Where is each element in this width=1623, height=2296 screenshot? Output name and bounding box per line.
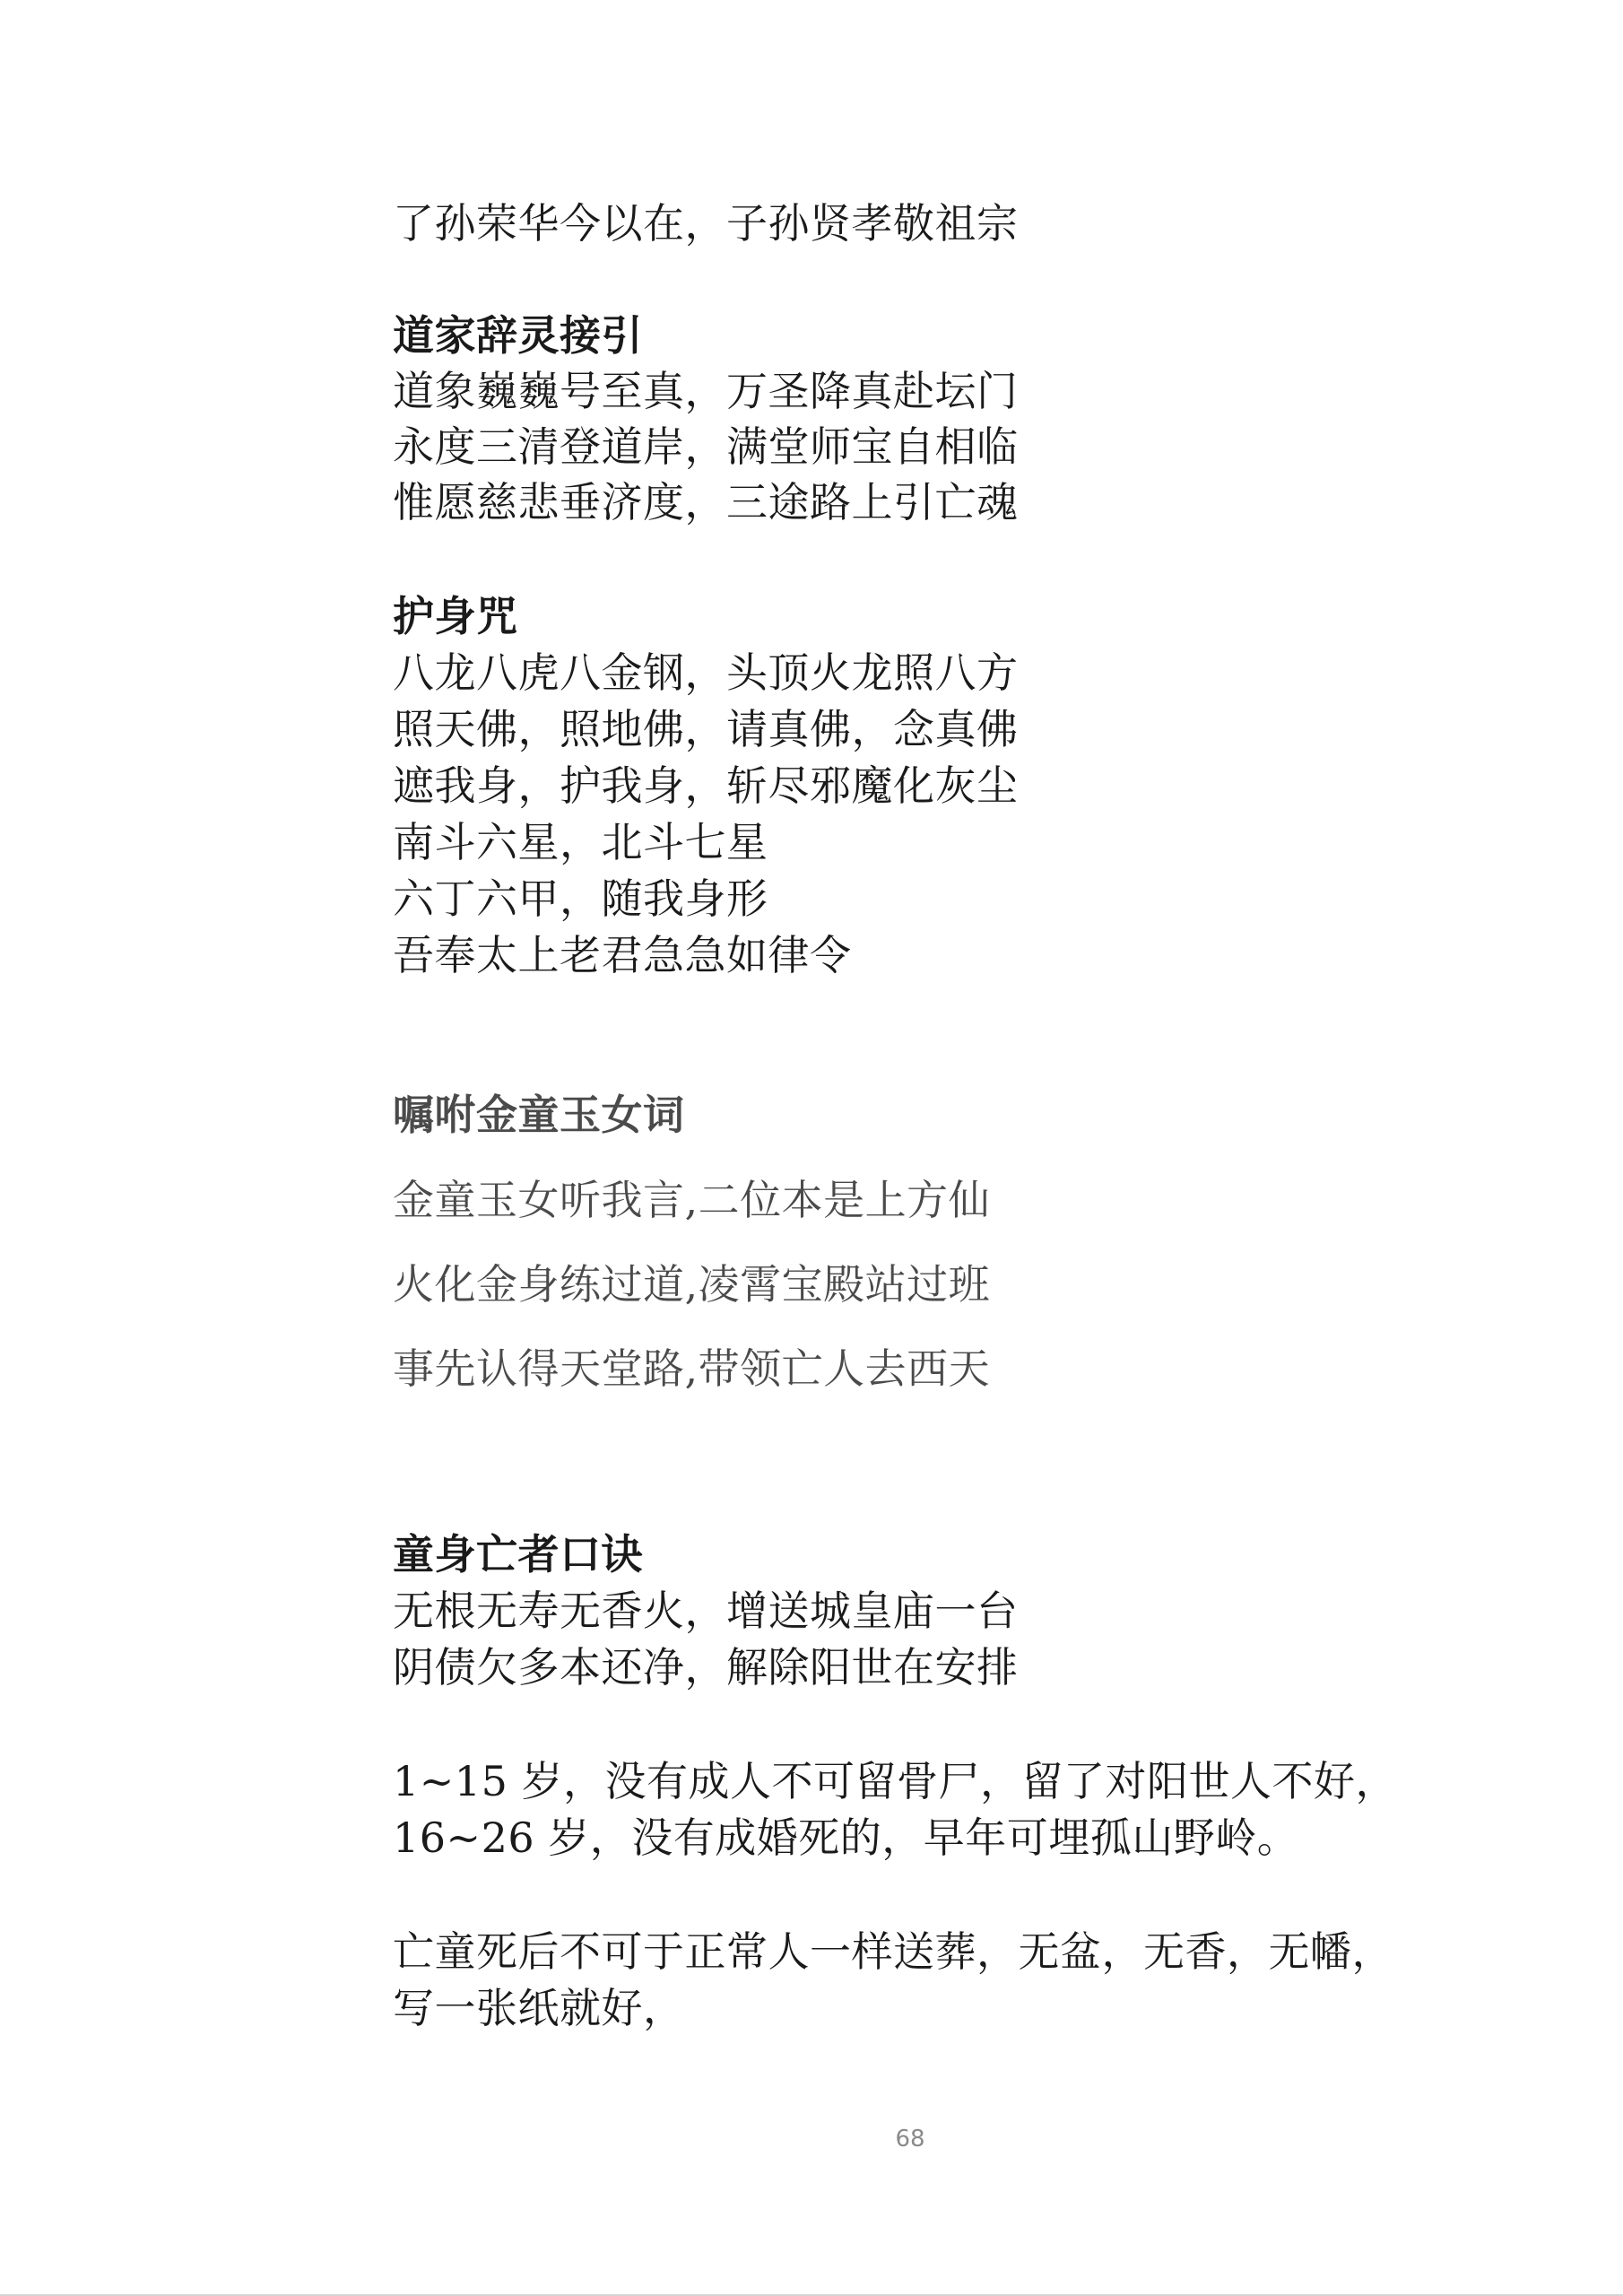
verse-line: 火化金身练过道,凌霄宝殿站过班 bbox=[393, 1260, 991, 1309]
section-title-hushen: 护身咒 bbox=[393, 592, 518, 640]
verse-line: 道象巍巍号至真，万圣降真赴坛门 bbox=[393, 367, 1019, 415]
section-title-zhufu: 嘱咐金童玉女词 bbox=[393, 1091, 685, 1139]
verse-line: 事先认得天堂路,带领亡人去西天 bbox=[393, 1344, 991, 1393]
paragraph-line: 1~15 岁，没有成人不可留骨尸，留了对阳世人不好， bbox=[393, 1757, 1397, 1805]
verse-line: 八龙八虎八金钢，头顶火龙照八方 bbox=[393, 648, 1019, 697]
paragraph-line: 16~26 岁，没有成婚死的，早年可埋孤山野岭。 bbox=[393, 1813, 1299, 1862]
verse-line: 六丁六甲，随我身形 bbox=[393, 874, 768, 923]
verse-line: 金童玉女听我言,二位本是上方仙 bbox=[393, 1176, 991, 1224]
verse-line: 无根无寿无香火，增送城皇庙一台 bbox=[393, 1587, 1019, 1635]
section-title-daojia: 道家辞灵接引 bbox=[393, 311, 643, 360]
paragraph-line: 写一张纸就好， bbox=[393, 1984, 685, 2032]
verse-line: 惟愿慈悲垂济度，三途路上引亡魂 bbox=[393, 478, 1019, 526]
verse-line: 南斗六星，北斗七星 bbox=[393, 818, 768, 866]
text-line: 了孙荣华今以在，子孙贤孝敬祖宗 bbox=[393, 199, 1019, 248]
section-title-tongshen: 童身亡者口诀 bbox=[393, 1530, 643, 1578]
verse-line: 遮我身，护我身，斩尽邪魔化灰尘 bbox=[393, 761, 1019, 810]
verse-line: 永度三清登道岸，满堂师宝自相临 bbox=[393, 422, 1019, 471]
verse-line: 照天佛，照地佛，请真佛，念真佛 bbox=[393, 705, 1019, 753]
verse-line: 阴债欠多本还净，解除阳世在安排 bbox=[393, 1643, 1019, 1692]
verse-line: 吾奉太上老君急急如律令 bbox=[393, 931, 852, 979]
page-number: 68 bbox=[895, 2126, 925, 2152]
paragraph-line: 亡童死后不可于正常人一样送葬，无盆，无香，无幡， bbox=[393, 1927, 1393, 1976]
